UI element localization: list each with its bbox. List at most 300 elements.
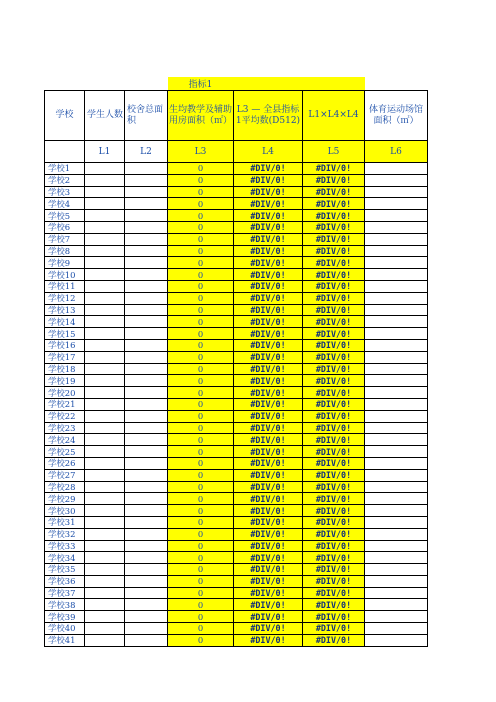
students-cell[interactable] — [85, 257, 125, 269]
students-cell[interactable] — [85, 387, 125, 399]
l5-value-cell[interactable]: #DIV/0! — [303, 163, 365, 175]
students-cell[interactable] — [85, 163, 125, 175]
l5-value-cell[interactable]: #DIV/0! — [303, 446, 365, 458]
header-sports-area[interactable]: 体育运动场馆面积（㎡） — [365, 91, 428, 141]
sports-area-cell[interactable] — [365, 398, 428, 410]
l5-value-cell[interactable]: #DIV/0! — [303, 387, 365, 399]
sports-area-cell[interactable] — [365, 233, 428, 245]
sports-area-cell[interactable] — [365, 257, 428, 269]
sports-area-cell[interactable] — [365, 198, 428, 210]
school-name-cell[interactable]: 学校39 — [45, 611, 85, 623]
sports-area-cell[interactable] — [365, 351, 428, 363]
school-name-cell[interactable]: 学校21 — [45, 398, 85, 410]
l5-value-cell[interactable]: #DIV/0! — [303, 257, 365, 269]
l3-value-cell[interactable]: 0 — [168, 387, 234, 399]
school-name-cell[interactable]: 学校11 — [45, 280, 85, 292]
sports-area-cell[interactable] — [365, 210, 428, 222]
school-name-cell[interactable]: 学校9 — [45, 257, 85, 269]
students-cell[interactable] — [85, 304, 125, 316]
students-cell[interactable] — [85, 505, 125, 517]
l3-value-cell[interactable]: 0 — [168, 599, 234, 611]
l3-value-cell[interactable]: 0 — [168, 446, 234, 458]
l5-value-cell[interactable]: #DIV/0! — [303, 528, 365, 540]
school-name-cell[interactable]: 学校38 — [45, 599, 85, 611]
l3-value-cell[interactable]: 0 — [168, 292, 234, 304]
students-cell[interactable] — [85, 269, 125, 281]
school-name-cell[interactable]: 学校8 — [45, 245, 85, 257]
l3-value-cell[interactable]: 0 — [168, 634, 234, 646]
total-area-cell[interactable] — [125, 304, 168, 316]
school-name-cell[interactable]: 学校10 — [45, 269, 85, 281]
students-cell[interactable] — [85, 564, 125, 576]
sports-area-cell[interactable] — [365, 634, 428, 646]
total-area-cell[interactable] — [125, 552, 168, 564]
total-area-cell[interactable] — [125, 375, 168, 387]
school-name-cell[interactable]: 学校26 — [45, 457, 85, 469]
students-cell[interactable] — [85, 575, 125, 587]
sports-area-cell[interactable] — [365, 623, 428, 635]
total-area-cell[interactable] — [125, 221, 168, 233]
school-name-cell[interactable]: 学校22 — [45, 410, 85, 422]
l5-value-cell[interactable]: #DIV/0! — [303, 351, 365, 363]
total-area-cell[interactable] — [125, 469, 168, 481]
l3-value-cell[interactable]: 0 — [168, 528, 234, 540]
sports-area-cell[interactable] — [365, 481, 428, 493]
school-name-cell[interactable]: 学校25 — [45, 446, 85, 458]
sports-area-cell[interactable] — [365, 280, 428, 292]
total-area-cell[interactable] — [125, 363, 168, 375]
total-area-cell[interactable] — [125, 292, 168, 304]
l4-value-cell[interactable]: #DIV/0! — [234, 540, 303, 552]
l5-value-cell[interactable]: #DIV/0! — [303, 221, 365, 233]
l3-value-cell[interactable]: 0 — [168, 316, 234, 328]
school-name-cell[interactable]: 学校24 — [45, 434, 85, 446]
l5-value-cell[interactable]: #DIV/0! — [303, 316, 365, 328]
code-l1[interactable]: L1 — [85, 141, 125, 163]
sports-area-cell[interactable] — [365, 505, 428, 517]
school-name-cell[interactable]: 学校31 — [45, 516, 85, 528]
l4-value-cell[interactable]: #DIV/0! — [234, 174, 303, 186]
l3-value-cell[interactable]: 0 — [168, 552, 234, 564]
sports-area-cell[interactable] — [365, 599, 428, 611]
sports-area-cell[interactable] — [365, 375, 428, 387]
l5-value-cell[interactable]: #DIV/0! — [303, 634, 365, 646]
code-l4[interactable]: L4 — [234, 141, 303, 163]
l3-value-cell[interactable]: 0 — [168, 493, 234, 505]
l3-value-cell[interactable]: 0 — [168, 186, 234, 198]
l4-value-cell[interactable]: #DIV/0! — [234, 599, 303, 611]
l3-value-cell[interactable]: 0 — [168, 339, 234, 351]
l5-value-cell[interactable]: #DIV/0! — [303, 611, 365, 623]
header-students[interactable]: 学生人数 — [85, 91, 125, 141]
sports-area-cell[interactable] — [365, 363, 428, 375]
l3-value-cell[interactable]: 0 — [168, 575, 234, 587]
l3-value-cell[interactable]: 0 — [168, 540, 234, 552]
total-area-cell[interactable] — [125, 481, 168, 493]
total-area-cell[interactable] — [125, 328, 168, 340]
l5-value-cell[interactable]: #DIV/0! — [303, 328, 365, 340]
total-area-cell[interactable] — [125, 611, 168, 623]
l3-value-cell[interactable]: 0 — [168, 481, 234, 493]
l5-value-cell[interactable]: #DIV/0! — [303, 186, 365, 198]
total-area-cell[interactable] — [125, 398, 168, 410]
l5-value-cell[interactable]: #DIV/0! — [303, 552, 365, 564]
l4-value-cell[interactable]: #DIV/0! — [234, 564, 303, 576]
l4-value-cell[interactable]: #DIV/0! — [234, 481, 303, 493]
l4-value-cell[interactable]: #DIV/0! — [234, 552, 303, 564]
l4-value-cell[interactable]: #DIV/0! — [234, 634, 303, 646]
total-area-cell[interactable] — [125, 505, 168, 517]
l5-value-cell[interactable]: #DIV/0! — [303, 422, 365, 434]
school-name-cell[interactable]: 学校3 — [45, 186, 85, 198]
students-cell[interactable] — [85, 410, 125, 422]
students-cell[interactable] — [85, 481, 125, 493]
sports-area-cell[interactable] — [365, 269, 428, 281]
school-name-cell[interactable]: 学校19 — [45, 375, 85, 387]
l5-value-cell[interactable]: #DIV/0! — [303, 233, 365, 245]
sports-area-cell[interactable] — [365, 316, 428, 328]
l3-value-cell[interactable]: 0 — [168, 210, 234, 222]
total-area-cell[interactable] — [125, 269, 168, 281]
l4-value-cell[interactable]: #DIV/0! — [234, 505, 303, 517]
school-name-cell[interactable]: 学校15 — [45, 328, 85, 340]
sports-area-cell[interactable] — [365, 186, 428, 198]
l4-value-cell[interactable]: #DIV/0! — [234, 316, 303, 328]
l5-value-cell[interactable]: #DIV/0! — [303, 599, 365, 611]
l5-value-cell[interactable]: #DIV/0! — [303, 269, 365, 281]
l3-value-cell[interactable]: 0 — [168, 233, 234, 245]
school-name-cell[interactable]: 学校12 — [45, 292, 85, 304]
l3-value-cell[interactable]: 0 — [168, 398, 234, 410]
sports-area-cell[interactable] — [365, 410, 428, 422]
indicator-label[interactable]: 指标1 — [168, 77, 234, 91]
students-cell[interactable] — [85, 174, 125, 186]
l3-value-cell[interactable]: 0 — [168, 363, 234, 375]
l3-value-cell[interactable]: 0 — [168, 257, 234, 269]
sports-area-cell[interactable] — [365, 304, 428, 316]
school-name-cell[interactable]: 学校5 — [45, 210, 85, 222]
school-name-cell[interactable]: 学校18 — [45, 363, 85, 375]
l5-value-cell[interactable]: #DIV/0! — [303, 398, 365, 410]
l3-value-cell[interactable]: 0 — [168, 422, 234, 434]
l4-value-cell[interactable]: #DIV/0! — [234, 257, 303, 269]
header-total-area[interactable]: 校舍总面积 — [125, 91, 168, 141]
school-name-cell[interactable]: 学校14 — [45, 316, 85, 328]
l4-value-cell[interactable]: #DIV/0! — [234, 516, 303, 528]
school-name-cell[interactable]: 学校34 — [45, 552, 85, 564]
sports-area-cell[interactable] — [365, 540, 428, 552]
total-area-cell[interactable] — [125, 575, 168, 587]
l5-value-cell[interactable]: #DIV/0! — [303, 540, 365, 552]
students-cell[interactable] — [85, 328, 125, 340]
l5-value-cell[interactable]: #DIV/0! — [303, 623, 365, 635]
students-cell[interactable] — [85, 469, 125, 481]
sports-area-cell[interactable] — [365, 516, 428, 528]
students-cell[interactable] — [85, 351, 125, 363]
sports-area-cell[interactable] — [365, 328, 428, 340]
header-avg-teaching-area[interactable]: 生均教学及辅助用房面积（㎡） — [168, 91, 234, 141]
students-cell[interactable] — [85, 599, 125, 611]
students-cell[interactable] — [85, 634, 125, 646]
students-cell[interactable] — [85, 516, 125, 528]
header-county-average[interactable]: L3 — 全县指标1平均数(D512) — [234, 91, 303, 141]
code-l5[interactable]: L5 — [303, 141, 365, 163]
l3-value-cell[interactable]: 0 — [168, 328, 234, 340]
sports-area-cell[interactable] — [365, 552, 428, 564]
l4-value-cell[interactable]: #DIV/0! — [234, 375, 303, 387]
l3-value-cell[interactable]: 0 — [168, 198, 234, 210]
l3-value-cell[interactable]: 0 — [168, 623, 234, 635]
students-cell[interactable] — [85, 398, 125, 410]
sports-area-cell[interactable] — [365, 587, 428, 599]
sports-area-cell[interactable] — [365, 564, 428, 576]
sports-area-cell[interactable] — [365, 163, 428, 175]
total-area-cell[interactable] — [125, 280, 168, 292]
l3-value-cell[interactable]: 0 — [168, 434, 234, 446]
l4-value-cell[interactable]: #DIV/0! — [234, 528, 303, 540]
students-cell[interactable] — [85, 210, 125, 222]
total-area-cell[interactable] — [125, 163, 168, 175]
l5-value-cell[interactable]: #DIV/0! — [303, 575, 365, 587]
students-cell[interactable] — [85, 316, 125, 328]
l4-value-cell[interactable]: #DIV/0! — [234, 280, 303, 292]
total-area-cell[interactable] — [125, 186, 168, 198]
l5-value-cell[interactable]: #DIV/0! — [303, 493, 365, 505]
l5-value-cell[interactable]: #DIV/0! — [303, 587, 365, 599]
students-cell[interactable] — [85, 422, 125, 434]
students-cell[interactable] — [85, 611, 125, 623]
code-l6[interactable]: L6 — [365, 141, 428, 163]
total-area-cell[interactable] — [125, 634, 168, 646]
l4-value-cell[interactable]: #DIV/0! — [234, 457, 303, 469]
total-area-cell[interactable] — [125, 174, 168, 186]
students-cell[interactable] — [85, 198, 125, 210]
students-cell[interactable] — [85, 339, 125, 351]
total-area-cell[interactable] — [125, 210, 168, 222]
total-area-cell[interactable] — [125, 540, 168, 552]
school-name-cell[interactable]: 学校35 — [45, 564, 85, 576]
l5-value-cell[interactable]: #DIV/0! — [303, 457, 365, 469]
l4-value-cell[interactable]: #DIV/0! — [234, 233, 303, 245]
total-area-cell[interactable] — [125, 564, 168, 576]
sports-area-cell[interactable] — [365, 493, 428, 505]
students-cell[interactable] — [85, 434, 125, 446]
total-area-cell[interactable] — [125, 623, 168, 635]
total-area-cell[interactable] — [125, 457, 168, 469]
sports-area-cell[interactable] — [365, 611, 428, 623]
students-cell[interactable] — [85, 186, 125, 198]
l4-value-cell[interactable]: #DIV/0! — [234, 163, 303, 175]
students-cell[interactable] — [85, 540, 125, 552]
students-cell[interactable] — [85, 493, 125, 505]
total-area-cell[interactable] — [125, 422, 168, 434]
l4-value-cell[interactable]: #DIV/0! — [234, 587, 303, 599]
l5-value-cell[interactable]: #DIV/0! — [303, 363, 365, 375]
l4-value-cell[interactable]: #DIV/0! — [234, 434, 303, 446]
total-area-cell[interactable] — [125, 233, 168, 245]
students-cell[interactable] — [85, 233, 125, 245]
l4-value-cell[interactable]: #DIV/0! — [234, 363, 303, 375]
school-name-cell[interactable]: 学校36 — [45, 575, 85, 587]
sports-area-cell[interactable] — [365, 575, 428, 587]
l5-value-cell[interactable]: #DIV/0! — [303, 375, 365, 387]
sports-area-cell[interactable] — [365, 292, 428, 304]
l5-value-cell[interactable]: #DIV/0! — [303, 434, 365, 446]
l3-value-cell[interactable]: 0 — [168, 245, 234, 257]
l4-value-cell[interactable]: #DIV/0! — [234, 304, 303, 316]
l3-value-cell[interactable]: 0 — [168, 587, 234, 599]
l5-value-cell[interactable]: #DIV/0! — [303, 245, 365, 257]
school-name-cell[interactable]: 学校20 — [45, 387, 85, 399]
school-name-cell[interactable]: 学校30 — [45, 505, 85, 517]
l3-value-cell[interactable]: 0 — [168, 410, 234, 422]
l5-value-cell[interactable]: #DIV/0! — [303, 280, 365, 292]
l3-value-cell[interactable]: 0 — [168, 280, 234, 292]
students-cell[interactable] — [85, 363, 125, 375]
total-area-cell[interactable] — [125, 528, 168, 540]
school-name-cell[interactable]: 学校6 — [45, 221, 85, 233]
l5-value-cell[interactable]: #DIV/0! — [303, 505, 365, 517]
l4-value-cell[interactable]: #DIV/0! — [234, 351, 303, 363]
l4-value-cell[interactable]: #DIV/0! — [234, 410, 303, 422]
school-name-cell[interactable]: 学校17 — [45, 351, 85, 363]
l5-value-cell[interactable]: #DIV/0! — [303, 564, 365, 576]
l5-value-cell[interactable]: #DIV/0! — [303, 292, 365, 304]
l4-value-cell[interactable]: #DIV/0! — [234, 422, 303, 434]
l3-value-cell[interactable]: 0 — [168, 174, 234, 186]
school-name-cell[interactable]: 学校29 — [45, 493, 85, 505]
school-name-cell[interactable]: 学校33 — [45, 540, 85, 552]
students-cell[interactable] — [85, 280, 125, 292]
sports-area-cell[interactable] — [365, 528, 428, 540]
sports-area-cell[interactable] — [365, 457, 428, 469]
sports-area-cell[interactable] — [365, 339, 428, 351]
school-name-cell[interactable]: 学校28 — [45, 481, 85, 493]
total-area-cell[interactable] — [125, 198, 168, 210]
l4-value-cell[interactable]: #DIV/0! — [234, 493, 303, 505]
l5-value-cell[interactable]: #DIV/0! — [303, 198, 365, 210]
total-area-cell[interactable] — [125, 245, 168, 257]
l5-value-cell[interactable]: #DIV/0! — [303, 469, 365, 481]
total-area-cell[interactable] — [125, 493, 168, 505]
total-area-cell[interactable] — [125, 339, 168, 351]
header-school[interactable]: 学校 — [45, 91, 85, 141]
l4-value-cell[interactable]: #DIV/0! — [234, 611, 303, 623]
l5-value-cell[interactable]: #DIV/0! — [303, 516, 365, 528]
l5-value-cell[interactable]: #DIV/0! — [303, 481, 365, 493]
total-area-cell[interactable] — [125, 257, 168, 269]
sports-area-cell[interactable] — [365, 245, 428, 257]
l3-value-cell[interactable]: 0 — [168, 564, 234, 576]
school-name-cell[interactable]: 学校41 — [45, 634, 85, 646]
l4-value-cell[interactable]: #DIV/0! — [234, 328, 303, 340]
school-name-cell[interactable]: 学校37 — [45, 587, 85, 599]
students-cell[interactable] — [85, 221, 125, 233]
l3-value-cell[interactable]: 0 — [168, 611, 234, 623]
l5-value-cell[interactable]: #DIV/0! — [303, 304, 365, 316]
students-cell[interactable] — [85, 623, 125, 635]
l4-value-cell[interactable]: #DIV/0! — [234, 292, 303, 304]
l3-value-cell[interactable]: 0 — [168, 469, 234, 481]
sports-area-cell[interactable] — [365, 434, 428, 446]
school-name-cell[interactable]: 学校13 — [45, 304, 85, 316]
l4-value-cell[interactable]: #DIV/0! — [234, 398, 303, 410]
sports-area-cell[interactable] — [365, 221, 428, 233]
school-name-cell[interactable]: 学校27 — [45, 469, 85, 481]
total-area-cell[interactable] — [125, 387, 168, 399]
l5-value-cell[interactable]: #DIV/0! — [303, 410, 365, 422]
l3-value-cell[interactable]: 0 — [168, 457, 234, 469]
l3-value-cell[interactable]: 0 — [168, 505, 234, 517]
l4-value-cell[interactable]: #DIV/0! — [234, 221, 303, 233]
total-area-cell[interactable] — [125, 434, 168, 446]
sports-area-cell[interactable] — [365, 422, 428, 434]
l5-value-cell[interactable]: #DIV/0! — [303, 210, 365, 222]
students-cell[interactable] — [85, 528, 125, 540]
l4-value-cell[interactable]: #DIV/0! — [234, 575, 303, 587]
school-name-cell[interactable]: 学校23 — [45, 422, 85, 434]
l5-value-cell[interactable]: #DIV/0! — [303, 174, 365, 186]
l3-value-cell[interactable]: 0 — [168, 221, 234, 233]
sports-area-cell[interactable] — [365, 446, 428, 458]
school-name-cell[interactable]: 学校40 — [45, 623, 85, 635]
students-cell[interactable] — [85, 457, 125, 469]
header-formula[interactable]: L1×L4×L4 — [303, 91, 365, 141]
school-name-cell[interactable]: 学校2 — [45, 174, 85, 186]
students-cell[interactable] — [85, 587, 125, 599]
l4-value-cell[interactable]: #DIV/0! — [234, 269, 303, 281]
students-cell[interactable] — [85, 292, 125, 304]
school-name-cell[interactable]: 学校1 — [45, 163, 85, 175]
l4-value-cell[interactable]: #DIV/0! — [234, 623, 303, 635]
l4-value-cell[interactable]: #DIV/0! — [234, 245, 303, 257]
code-l3[interactable]: L3 — [168, 141, 234, 163]
school-name-cell[interactable]: 学校16 — [45, 339, 85, 351]
sports-area-cell[interactable] — [365, 387, 428, 399]
l4-value-cell[interactable]: #DIV/0! — [234, 339, 303, 351]
sports-area-cell[interactable] — [365, 469, 428, 481]
total-area-cell[interactable] — [125, 587, 168, 599]
school-name-cell[interactable]: 学校32 — [45, 528, 85, 540]
l4-value-cell[interactable]: #DIV/0! — [234, 210, 303, 222]
total-area-cell[interactable] — [125, 599, 168, 611]
students-cell[interactable] — [85, 245, 125, 257]
l3-value-cell[interactable]: 0 — [168, 351, 234, 363]
students-cell[interactable] — [85, 375, 125, 387]
total-area-cell[interactable] — [125, 410, 168, 422]
l3-value-cell[interactable]: 0 — [168, 269, 234, 281]
l3-value-cell[interactable]: 0 — [168, 375, 234, 387]
school-name-cell[interactable]: 学校4 — [45, 198, 85, 210]
total-area-cell[interactable] — [125, 516, 168, 528]
l5-value-cell[interactable]: #DIV/0! — [303, 339, 365, 351]
students-cell[interactable] — [85, 552, 125, 564]
total-area-cell[interactable] — [125, 351, 168, 363]
l4-value-cell[interactable]: #DIV/0! — [234, 446, 303, 458]
code-l2[interactable]: L2 — [125, 141, 168, 163]
sports-area-cell[interactable] — [365, 174, 428, 186]
l3-value-cell[interactable]: 0 — [168, 163, 234, 175]
total-area-cell[interactable] — [125, 316, 168, 328]
l3-value-cell[interactable]: 0 — [168, 304, 234, 316]
students-cell[interactable] — [85, 446, 125, 458]
l4-value-cell[interactable]: #DIV/0! — [234, 186, 303, 198]
total-area-cell[interactable] — [125, 446, 168, 458]
school-name-cell[interactable]: 学校7 — [45, 233, 85, 245]
l3-value-cell[interactable]: 0 — [168, 516, 234, 528]
l4-value-cell[interactable]: #DIV/0! — [234, 198, 303, 210]
l4-value-cell[interactable]: #DIV/0! — [234, 387, 303, 399]
